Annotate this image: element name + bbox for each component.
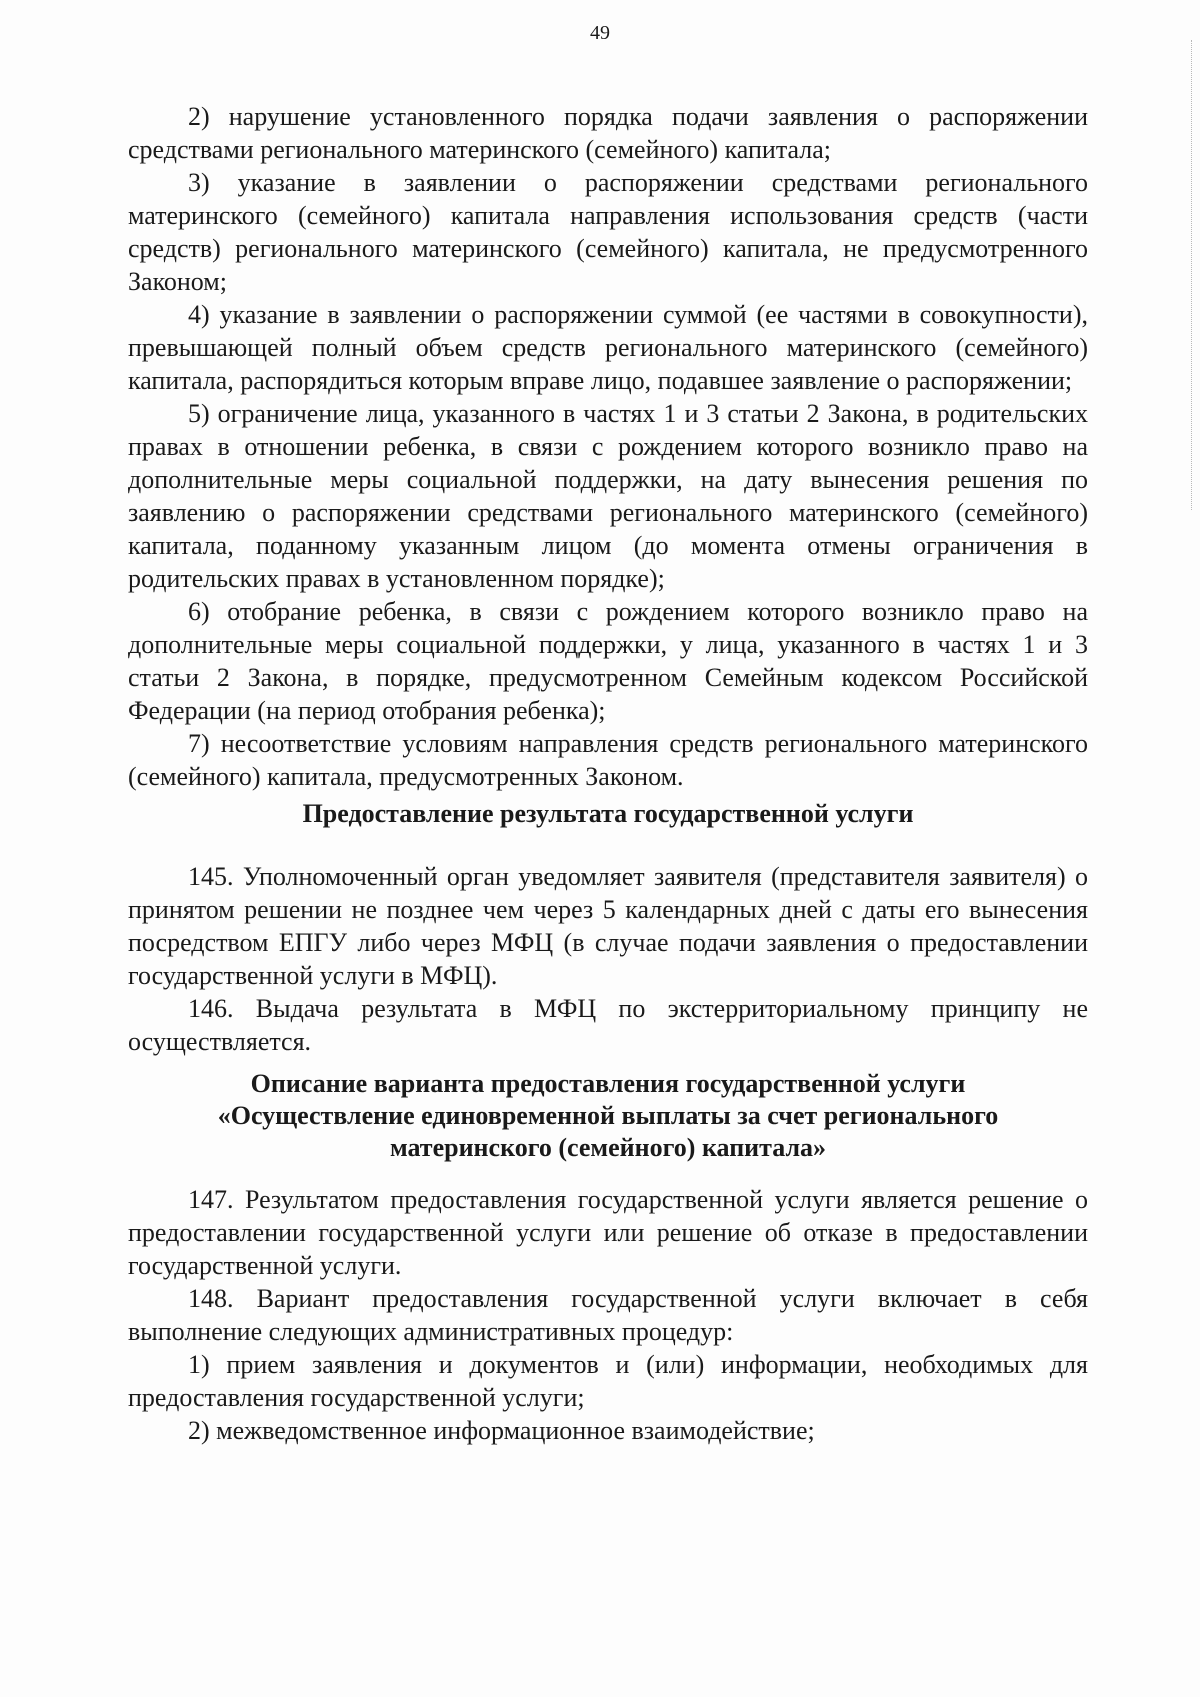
list-item: 5) ограничение лица, указанного в частях 1 и 3 статьи 2 Закона, в родительских правах в отношении ребенка, в связи с рождением которого возникло право на дополнительные меры социальной поддержки, на дату вынесения решения по заявлению о распоряжении средствами регионального материнского (семейного) капитала, поданному указанным лицом (до момента отмены ограничения в родительских правах в установленном порядке); bbox=[128, 399, 1088, 593]
section-variant-body bbox=[128, 1183, 1088, 1447]
list-item: 1) прием заявления и документов и (или) информации, необходимых для предоставления государственной услуги; bbox=[128, 1350, 1088, 1412]
list-item: 3) указание в заявлении о распоряжении средствами регионального материнского (семейного) капитала направления использования средств (части средств) регионального материнского (семейного) капитала, не предусмотренного Законом; bbox=[128, 168, 1088, 296]
heading-line: материнского (семейного) капитала» bbox=[389, 1133, 827, 1162]
refusal-grounds-list bbox=[128, 100, 1088, 793]
paragraph-148: 148. Вариант предоставления государственной услуги включает в себя выполнение следующих административных процедур: bbox=[128, 1284, 1088, 1346]
heading-line: «Осуществление единовременной выплаты за счет регионального bbox=[217, 1101, 999, 1130]
section-result-body bbox=[128, 860, 1088, 1058]
list-item: 2) нарушение установленного порядка подачи заявления о распоряжении средствами регионального материнского (семейного) капитала; bbox=[128, 102, 1088, 164]
list-item: 2) межведомственное информационное взаимодействие; bbox=[188, 1416, 815, 1445]
heading-line: Описание варианта предоставления государственной услуги bbox=[250, 1069, 966, 1098]
paragraph-146: 146. Выдача результата в МФЦ по экстерриториальному принципу не осуществляется. bbox=[128, 994, 1088, 1056]
list-item: 4) указание в заявлении о распоряжении суммой (ее частями в совокупности), превышающей полный объем средств регионального материнского (семейного) капитала, распорядиться которым вправе лицо, подавшее заявление о распоряжении; bbox=[128, 300, 1088, 395]
list-item: 7) несоответствие условиям направления средств регионального материнского (семейного) капитала, предусмотренных Законом. bbox=[128, 729, 1088, 791]
paragraph-147: 147. Результатом предоставления государственной услуги является решение о предоставлении государственной услуги или решение об отказе в предоставлении государственной услуги. bbox=[128, 1185, 1088, 1280]
list-item: 6) отобрание ребенка, в связи с рождением которого возникло право на дополнительные меры социальной поддержки, у лица, указанного в частях 1 и 3 статьи 2 Закона, в порядке, предусмотренном Семейным кодексом Российской Федерации (на период отобрания ребенка); bbox=[128, 597, 1088, 725]
page-number: 49 bbox=[590, 22, 610, 44]
scan-edge-mark bbox=[1189, 40, 1192, 510]
section-heading-variant bbox=[128, 1068, 1088, 1164]
paragraph-145: 145. Уполномоченный орган уведомляет заявителя (представителя заявителя) о принятом решении не позднее чем через 5 календарных дней с даты его вынесения посредством ЕПГУ либо через МФЦ (в случае подачи заявления о предоставлении государственной услуги в МФЦ). bbox=[128, 862, 1088, 990]
section-heading-result: Предоставление результата государственной услуги bbox=[302, 799, 914, 828]
